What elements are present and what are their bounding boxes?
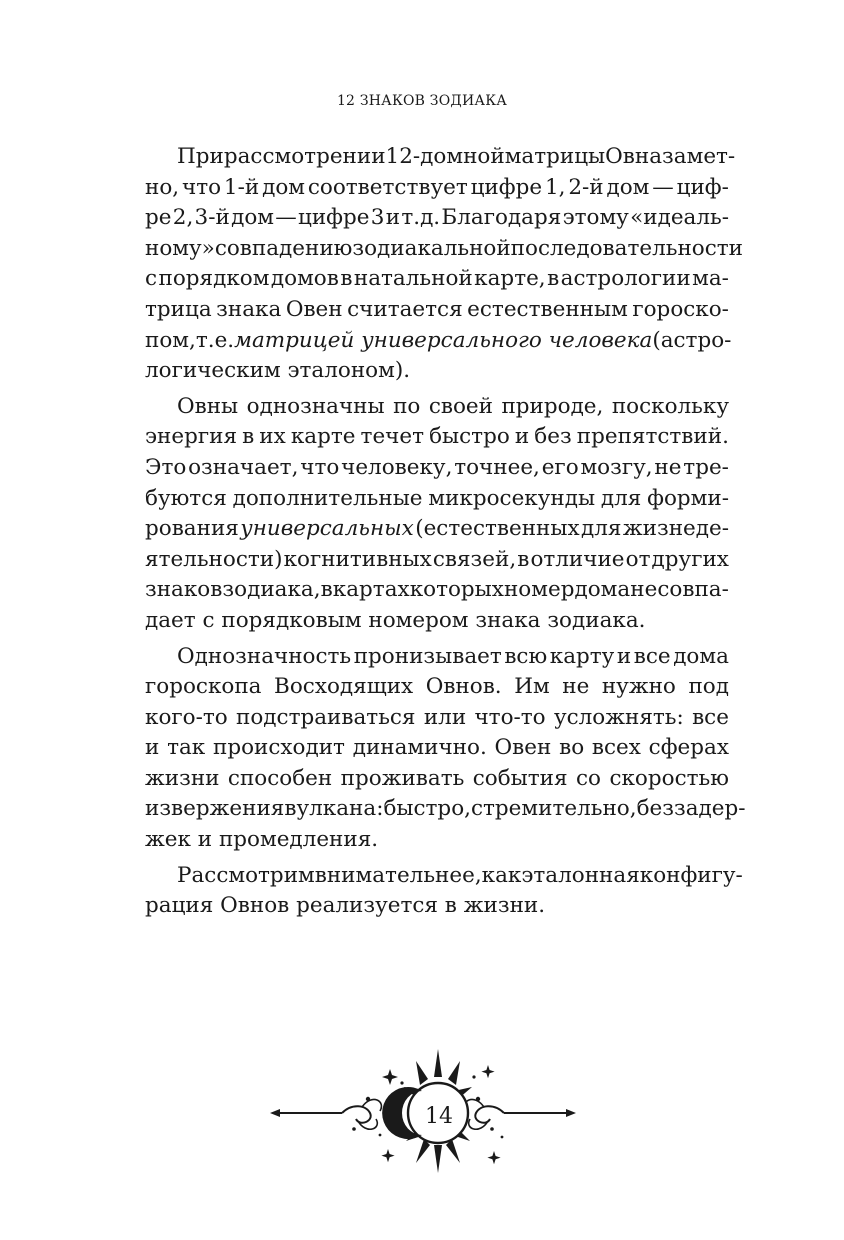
text-line <box>145 326 732 357</box>
word: стремительно, <box>470 796 637 822</box>
word: своей <box>428 393 493 419</box>
word: цифре <box>298 205 370 231</box>
text-line <box>145 606 729 637</box>
word: извержения <box>145 796 285 822</box>
word: не <box>654 454 682 480</box>
word: 1-й <box>223 174 260 200</box>
word: течет <box>360 424 424 450</box>
word: зодиакальной <box>352 235 511 261</box>
word: жизнеде- <box>622 516 729 542</box>
word: рования <box>145 516 239 542</box>
word: без <box>534 424 572 450</box>
word: как <box>481 862 522 888</box>
word: происходит <box>213 735 345 761</box>
word: номер <box>503 577 575 603</box>
paragraph <box>145 642 746 856</box>
word: подстраиваться <box>236 704 416 730</box>
word: и <box>514 424 530 450</box>
word: рация Овнов реализуется в жизни. <box>145 893 546 919</box>
word: форми- <box>647 485 729 511</box>
word: в <box>242 424 255 450</box>
word: т.д. <box>401 205 441 231</box>
emphasized-term: универсальных <box>240 516 414 542</box>
word: всех <box>591 735 641 761</box>
word: усложнять: <box>553 704 684 730</box>
word: астрологии <box>560 266 691 292</box>
word: связей, <box>432 546 517 572</box>
text-line <box>145 794 746 825</box>
text-line <box>145 642 729 673</box>
word: циф- <box>676 174 729 200</box>
word: с <box>145 266 158 292</box>
word: Овен <box>285 296 343 322</box>
word: Восходящих <box>274 674 414 700</box>
text-line <box>145 422 729 453</box>
paragraph <box>145 142 743 387</box>
word: знаков <box>145 577 223 603</box>
word: Рассмотрим <box>177 862 315 888</box>
text-line <box>145 825 729 856</box>
text-line <box>145 264 729 295</box>
word: проживать <box>340 765 465 791</box>
word: внимательнее, <box>314 862 482 888</box>
text-line <box>145 514 729 545</box>
text-line <box>145 173 729 204</box>
word: со <box>576 765 602 791</box>
word: Благодаря <box>441 205 562 231</box>
word: под <box>688 674 729 700</box>
word: быстро <box>429 424 510 450</box>
word: Однозначность <box>177 643 352 669</box>
word: карте <box>290 424 356 450</box>
word: не <box>562 674 590 700</box>
word: пом, <box>145 327 196 353</box>
word: соответствует <box>307 174 468 200</box>
word: знака <box>216 296 282 322</box>
word: буются <box>145 485 227 511</box>
word: Овны <box>177 393 239 419</box>
word: совпадению <box>214 235 353 261</box>
word: дом <box>231 205 274 231</box>
word: конфигу- <box>639 862 743 888</box>
word: по <box>393 393 421 419</box>
word: мозгу, <box>580 454 653 480</box>
word: быстро, <box>383 796 471 822</box>
word: — <box>275 205 297 231</box>
word: в <box>517 546 530 572</box>
text-line <box>145 484 729 515</box>
text-line <box>145 356 729 387</box>
word: всю <box>504 643 548 669</box>
word: дополнительные <box>232 485 423 511</box>
word: кого-то <box>145 704 228 730</box>
word: — <box>652 174 674 200</box>
word: порядком <box>158 266 270 292</box>
word: жизни <box>145 765 220 791</box>
word: (астро- <box>652 327 732 353</box>
text-line <box>145 733 729 764</box>
word: Овна <box>605 144 663 169</box>
word: для <box>600 485 642 511</box>
word: совпа- <box>657 577 729 603</box>
word: дает с порядковым номером знака зодиака. <box>145 607 646 633</box>
word: Овен <box>494 735 552 761</box>
word: логическим эталоном). <box>145 358 411 384</box>
word: когнитивных <box>283 546 432 572</box>
text-line <box>145 203 729 234</box>
word: жек и промедления. <box>145 827 379 853</box>
word: что <box>300 454 340 480</box>
word: эталонная <box>521 862 640 888</box>
word: гороско- <box>632 296 729 322</box>
word: 2-й <box>568 174 604 200</box>
word: считается <box>347 296 463 322</box>
word: микросекунды <box>428 485 596 511</box>
word: задер- <box>673 796 746 822</box>
word: способен <box>227 765 333 791</box>
word: Им <box>514 674 550 700</box>
word: точнее, <box>454 454 540 480</box>
word: рассмотрении <box>223 144 386 169</box>
word: их <box>259 424 286 450</box>
word: других <box>651 546 729 572</box>
word: его <box>541 454 579 480</box>
word: без <box>636 796 674 822</box>
word: все <box>692 704 729 730</box>
word: зодиака, <box>222 577 321 603</box>
word: 12-домной <box>385 144 505 169</box>
word: природе, <box>501 393 604 419</box>
word: энергия <box>145 424 238 450</box>
word: дома <box>574 577 631 603</box>
word: 3 <box>370 205 385 231</box>
word: ному» <box>145 235 215 261</box>
word: вулкана: <box>284 796 384 822</box>
word: для <box>581 516 622 542</box>
word: нужно <box>601 674 676 700</box>
paragraph <box>145 861 743 922</box>
word: но, <box>145 174 180 200</box>
word: и <box>616 643 632 669</box>
word: в <box>340 266 353 292</box>
word: ре <box>145 205 172 231</box>
word: «идеаль- <box>630 205 729 231</box>
word: что <box>181 174 222 200</box>
text-line <box>145 392 729 423</box>
word: скоростью <box>609 765 729 791</box>
running-header: 12 ЗНАКОВ ЗОДИАКА <box>336 93 508 109</box>
text-line <box>145 861 743 892</box>
text-line <box>145 575 729 606</box>
word: в <box>547 266 560 292</box>
page-number: 14 <box>425 1104 453 1129</box>
text-line <box>145 703 729 734</box>
word: матрицы <box>504 144 606 169</box>
word: которых <box>409 577 504 603</box>
text-line <box>145 234 743 265</box>
word: или <box>423 704 467 730</box>
word: препятствий. <box>576 424 729 450</box>
word: домов <box>270 266 339 292</box>
word: последовательности <box>510 235 743 261</box>
word: Это <box>145 454 187 480</box>
text-line <box>145 545 729 576</box>
word: поскольку <box>611 393 729 419</box>
word: дома <box>673 643 729 669</box>
word: пронизывает <box>353 643 502 669</box>
word: 3-й <box>194 205 230 231</box>
word: все <box>633 643 671 669</box>
word: так <box>167 735 206 761</box>
word: тре- <box>683 454 729 480</box>
word: и <box>385 205 401 231</box>
word: При <box>177 144 224 169</box>
text-line <box>145 142 736 173</box>
word: этому <box>562 205 629 231</box>
word: дом <box>262 174 305 200</box>
text-line <box>145 295 729 326</box>
word: натальной <box>353 266 473 292</box>
text-line <box>145 891 729 922</box>
word: 1, <box>544 174 566 200</box>
word: сферах <box>648 735 729 761</box>
body-text <box>145 142 746 922</box>
word: и <box>145 735 160 761</box>
word: т.е. <box>195 327 235 353</box>
word: однозначны <box>246 393 385 419</box>
word: что-то <box>474 704 546 730</box>
word: во <box>559 735 585 761</box>
word: динамично. <box>352 735 487 761</box>
word: Овнов. <box>425 674 502 700</box>
word: картах <box>332 577 410 603</box>
word: гороскопа <box>145 674 262 700</box>
word: отличие <box>530 546 625 572</box>
word: человеку, <box>341 454 453 480</box>
word: (естественных <box>415 516 580 542</box>
paragraph <box>145 392 729 637</box>
word: события <box>472 765 568 791</box>
word: карте, <box>474 266 546 292</box>
word: 2, <box>172 205 194 231</box>
word: означает, <box>188 454 299 480</box>
word: естественным <box>467 296 628 322</box>
word: цифре <box>470 174 543 200</box>
word: в <box>320 577 333 603</box>
emphasized-term: матрицей универсального человека <box>234 327 653 353</box>
word: трица <box>145 296 212 322</box>
word: от <box>625 546 651 572</box>
word: карту <box>549 643 615 669</box>
text-line <box>145 764 729 795</box>
word: дом <box>606 174 650 200</box>
text-line <box>145 453 729 484</box>
word: замет- <box>662 144 736 169</box>
text-line <box>145 672 729 703</box>
word: не <box>630 577 658 603</box>
word: ятельности) <box>145 546 283 572</box>
word: ма- <box>692 266 729 292</box>
